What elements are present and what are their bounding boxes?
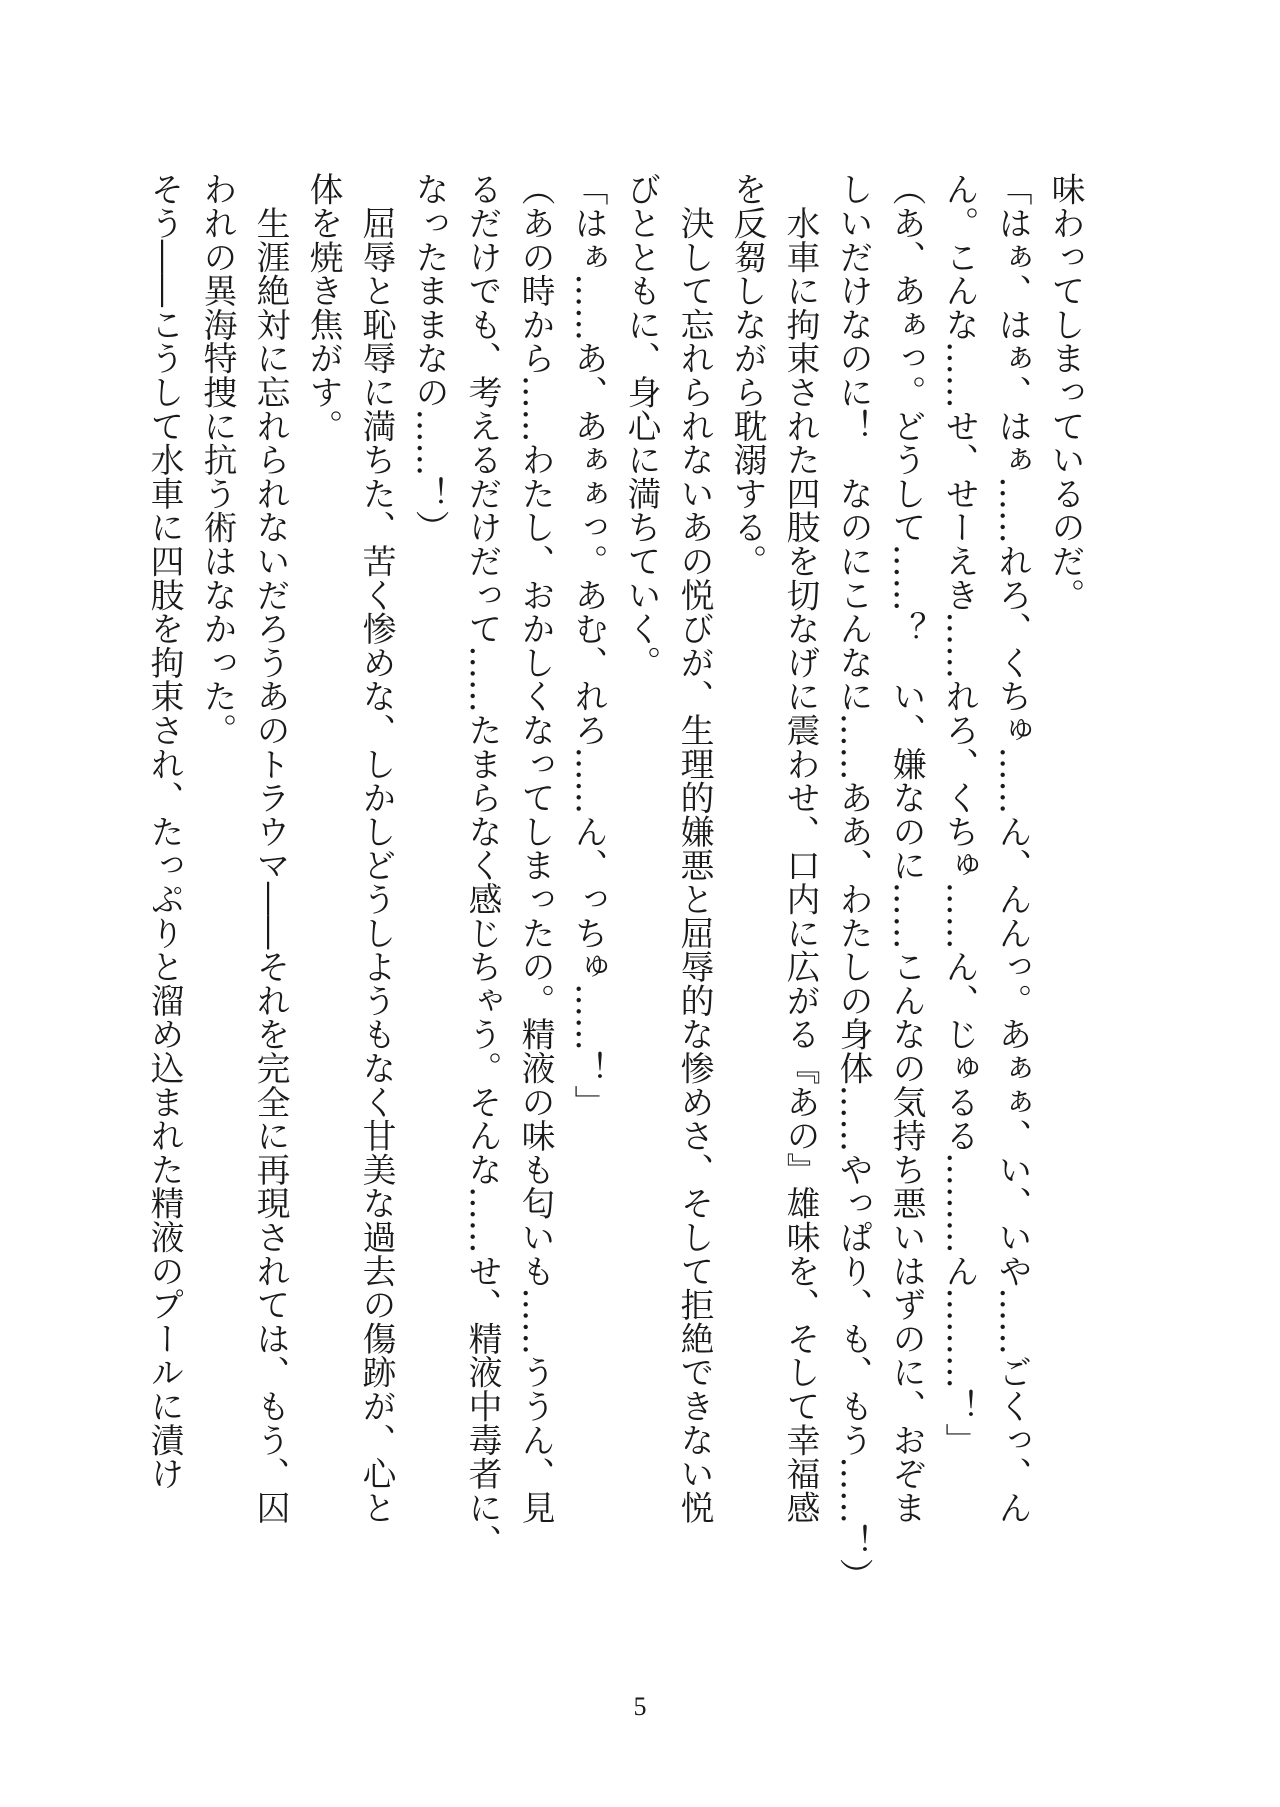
text-line: （あ、あぁっ。どうして……？ い、嫌なのに……こんなの気持ち悪いはずのに、おぞま (887, 172, 926, 1524)
text-line: 体を焼き焦がす。 (304, 172, 343, 443)
text-line: 「はぁ、はぁ、はぁ……れろ、くちゅ……ん、んんっ。あぁぁ、い、いや……ごくっ、ん (993, 172, 1032, 1524)
text-line: （あの時から……わたし、おかしくなってしまったの。精液の味も匂いも……ううん、見 (516, 172, 555, 1524)
text-line: そう――こうして水車に四肢を拘束され、たっぷりと溜め込まれた精液のプールに漬け (145, 172, 184, 1491)
text-line: なったままなの……！） (410, 172, 449, 544)
text-line: 生涯絶対に忘れられないだろうあのトラウマ――それを完全に再現されては、もう、囚 (251, 172, 290, 1524)
text-line: ん。こんな……せ、せーえき……れろ、くちゅ……ん、じゅるる………ん………！」 (940, 172, 979, 1457)
text-line: 屈辱と恥辱に満ちた、苦く惨めな、しかしどうしようもなく甘美な過去の傷跡が、心と (357, 172, 396, 1524)
text-line: 決して忘れられないあの悦びが、生理的嫌悪と屈辱的な惨めさ、そして拒絶できない悦 (675, 172, 714, 1524)
page-number: 5 (633, 1692, 647, 1721)
text-line: 味わってしまっているのだ。 (1046, 172, 1085, 612)
text-line: るだけでも、考えるだけだって……たまらなく感じちゃう。そんな……せ、精液中毒者に、 (463, 172, 502, 1558)
text-line: しいだけなのに！ なのにこんなに……ああ、わたしの身体……やっぱり、も、もう……！） (834, 172, 873, 1592)
text-line: 「はぁ……あ、あぁぁっ。あむ、れろ……ん、っちゅ……！」 (569, 172, 608, 1119)
text-line: を反芻しながら耽溺する。 (728, 172, 767, 578)
text-line: びとともに、身心に満ちていく。 (622, 172, 661, 679)
text-line: 水車に拘束された四肢を切なげに震わせ、口内に広がる『あの』雄味を、そして幸福感 (781, 172, 820, 1524)
text-line: われの異海特捜に抗う術はなかった。 (198, 172, 237, 747)
vertical-text-body (138, 172, 1092, 1592)
